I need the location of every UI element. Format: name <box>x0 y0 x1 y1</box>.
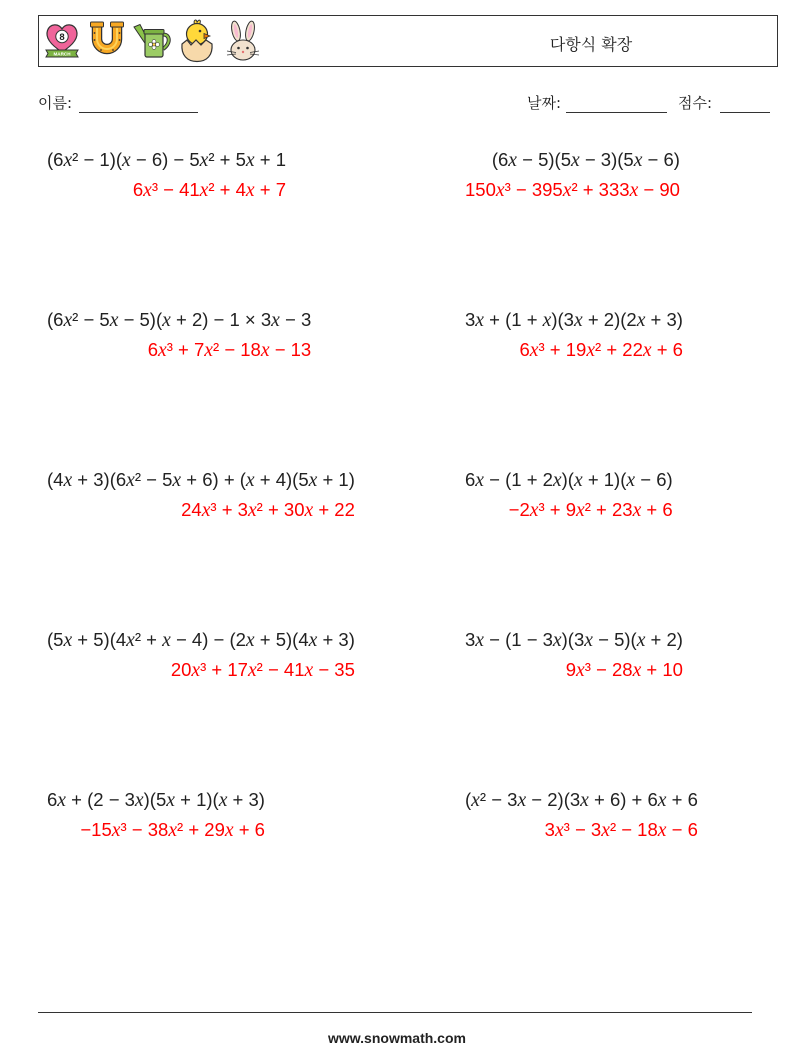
page-title: 다항식 확장 <box>549 35 633 54</box>
variable-x: x <box>657 820 667 841</box>
egg-shell <box>182 40 212 62</box>
footer-website: www.snowmath.com <box>328 1030 466 1046</box>
problem-4 <box>465 305 683 365</box>
problem-8 <box>465 625 683 685</box>
variable-x: x <box>308 630 318 651</box>
flower-petal <box>156 43 160 47</box>
chick-eye <box>199 30 202 33</box>
variable-x: x <box>475 470 485 491</box>
variable-x: x <box>126 630 135 651</box>
nail-hole <box>100 49 102 51</box>
variable-x: x <box>271 310 280 331</box>
variable-x: x <box>632 660 642 681</box>
problem-7-answer: 20x³ + 17x² − 41x − 35 <box>170 659 355 681</box>
variable-x: x <box>172 470 182 491</box>
variable-x: x <box>586 340 596 361</box>
heart-icon-day: 8 <box>59 32 65 43</box>
variable-x: x <box>475 310 485 331</box>
variable-x: x <box>601 820 610 841</box>
problem-2-expression: (6x − 5)(5x − 3)(5x − 6) <box>491 149 680 171</box>
variable-x: x <box>580 790 589 811</box>
variable-x: x <box>199 180 209 201</box>
watering-can-icon <box>133 20 173 60</box>
problem-4-answer: 6x³ + 19x² + 22x + 6 <box>519 339 683 361</box>
variable-x: x <box>657 790 667 811</box>
variable-x: x <box>204 340 214 361</box>
variable-x: x <box>570 150 580 171</box>
nail-hole <box>94 32 96 34</box>
problem-3-answer: 6x³ + 7x² − 18x − 13 <box>147 339 312 361</box>
variable-x: x <box>508 150 517 171</box>
variable-x: x <box>245 470 255 491</box>
problem-1 <box>47 145 286 205</box>
variable-x: x <box>63 630 73 651</box>
variable-x: x <box>158 340 167 361</box>
variable-x: x <box>245 150 255 171</box>
problem-10-expression: (x² − 3x − 2)(3x + 6) + 6x + 6 <box>465 789 698 811</box>
variable-x: x <box>304 660 314 681</box>
problem-8-answer: 9x³ − 28x + 10 <box>565 659 683 681</box>
variable-x: x <box>166 790 175 811</box>
variable-x: x <box>495 180 505 201</box>
variable-x: x <box>162 630 171 651</box>
score-label: 점수: <box>678 94 713 112</box>
variable-x: x <box>629 180 639 201</box>
variable-x: x <box>471 790 480 811</box>
variable-x: x <box>573 470 583 491</box>
horseshoe-left-cap <box>91 22 104 27</box>
variable-x: x <box>636 310 646 331</box>
can-lid <box>144 30 164 35</box>
variable-x: x <box>201 500 211 521</box>
variable-x: x <box>552 630 562 651</box>
score-blank-line <box>720 96 770 113</box>
chick-in-egg-icon <box>178 17 216 63</box>
problem-6 <box>465 465 673 525</box>
name-label: 이름: <box>38 94 73 112</box>
variable-x: x <box>636 630 646 651</box>
variable-x: x <box>247 500 257 521</box>
variable-x: x <box>626 470 636 491</box>
variable-x: x <box>584 630 593 651</box>
bunny-icon <box>222 19 264 63</box>
problem-9 <box>47 785 265 845</box>
bunny-nose <box>242 51 244 53</box>
variable-x: x <box>191 660 201 681</box>
variable-x: x <box>218 790 228 811</box>
variable-x: x <box>63 150 73 171</box>
variable-x: x <box>134 790 144 811</box>
variable-x: x <box>542 310 552 331</box>
problem-10-answer: 3x³ − 3x² − 18x − 6 <box>544 819 698 841</box>
problem-6-answer: −2x³ + 9x² + 23x + 6 <box>508 499 673 521</box>
variable-x: x <box>168 820 178 841</box>
problem-10 <box>465 785 698 845</box>
variable-x: x <box>562 180 572 201</box>
flower-petal <box>149 43 153 47</box>
problem-5-expression: (4x + 3)(6x² − 5x + 6) + (x + 4)(5x + 1) <box>47 469 355 491</box>
variable-x: x <box>245 180 255 201</box>
problem-5-answer: 24x³ + 3x² + 30x + 22 <box>181 499 355 521</box>
problem-9-answer: −15x³ − 38x² + 29x + 6 <box>80 819 265 841</box>
variable-x: x <box>576 500 585 521</box>
nail-hole <box>119 32 121 34</box>
variable-x: x <box>199 150 209 171</box>
footer-divider <box>38 1012 752 1013</box>
variable-x: x <box>109 310 119 331</box>
variable-x: x <box>573 310 583 331</box>
nail-hole <box>119 39 121 41</box>
problem-2-answer: 150x³ − 395x² + 333x − 90 <box>465 179 680 201</box>
problem-7 <box>47 625 355 685</box>
problem-3-expression: (6x² − 5x − 5)(x + 2) − 1 × 3x − 3 <box>47 309 312 331</box>
heart-icon-month: MARCH <box>53 51 71 57</box>
problem-9-expression: 6x + (2 − 3x)(5x + 1)(x + 3) <box>47 789 265 811</box>
variable-x: x <box>475 630 485 651</box>
variable-x: x <box>642 340 652 361</box>
variable-x: x <box>224 820 234 841</box>
problem-2 <box>465 145 680 205</box>
variable-x: x <box>122 150 131 171</box>
problem-4-expression: 3x + (1 + x)(3x + 2)(2x + 3) <box>465 309 683 331</box>
variable-x: x <box>63 470 73 491</box>
variable-x: x <box>308 470 318 491</box>
variable-x: x <box>162 310 171 331</box>
nail-hole <box>112 49 114 51</box>
bunny-eye <box>246 47 249 50</box>
flower-center <box>152 43 155 46</box>
variable-x: x <box>143 180 152 201</box>
variable-x: x <box>576 660 585 681</box>
variable-x: x <box>554 820 564 841</box>
variable-x: x <box>633 150 643 171</box>
problem-8-expression: 3x − (1 − 3x)(3x − 5)(x + 2) <box>465 629 683 651</box>
problem-6-expression: 6x − (1 + 2x)(x + 1)(x − 6) <box>465 469 673 491</box>
bunny-face <box>231 40 255 60</box>
variable-x: x <box>260 340 270 361</box>
variable-x: x <box>517 790 527 811</box>
horseshoe-icon <box>87 20 127 60</box>
problem-7-expression: (5x + 5)(4x² + x − 4) − (2x + 5)(4x + 3) <box>47 629 355 651</box>
nail-hole <box>94 39 96 41</box>
date-label: 날짜: <box>527 94 562 112</box>
heart-calendar-icon <box>44 19 80 61</box>
variable-x: x <box>57 790 67 811</box>
variable-x: x <box>304 500 314 521</box>
horseshoe-right-cap <box>111 22 124 27</box>
problem-1-answer: 6x³ − 41x² + 4x + 7 <box>132 179 287 201</box>
header-box <box>38 15 778 67</box>
variable-x: x <box>529 340 539 361</box>
bunny-eye <box>237 47 240 50</box>
problem-5 <box>47 465 355 525</box>
variable-x: x <box>111 820 121 841</box>
variable-x: x <box>632 500 642 521</box>
variable-x: x <box>552 470 562 491</box>
problem-3 <box>47 305 311 365</box>
name-blank-line <box>79 96 198 113</box>
variable-x: x <box>247 660 257 681</box>
variable-x: x <box>63 310 73 331</box>
date-blank-line <box>566 96 667 113</box>
variable-x: x <box>126 470 135 491</box>
variable-x: x <box>529 500 539 521</box>
variable-x: x <box>245 630 255 651</box>
problem-1-expression: (6x² − 1)(x − 6) − 5x² + 5x + 1 <box>47 149 287 171</box>
